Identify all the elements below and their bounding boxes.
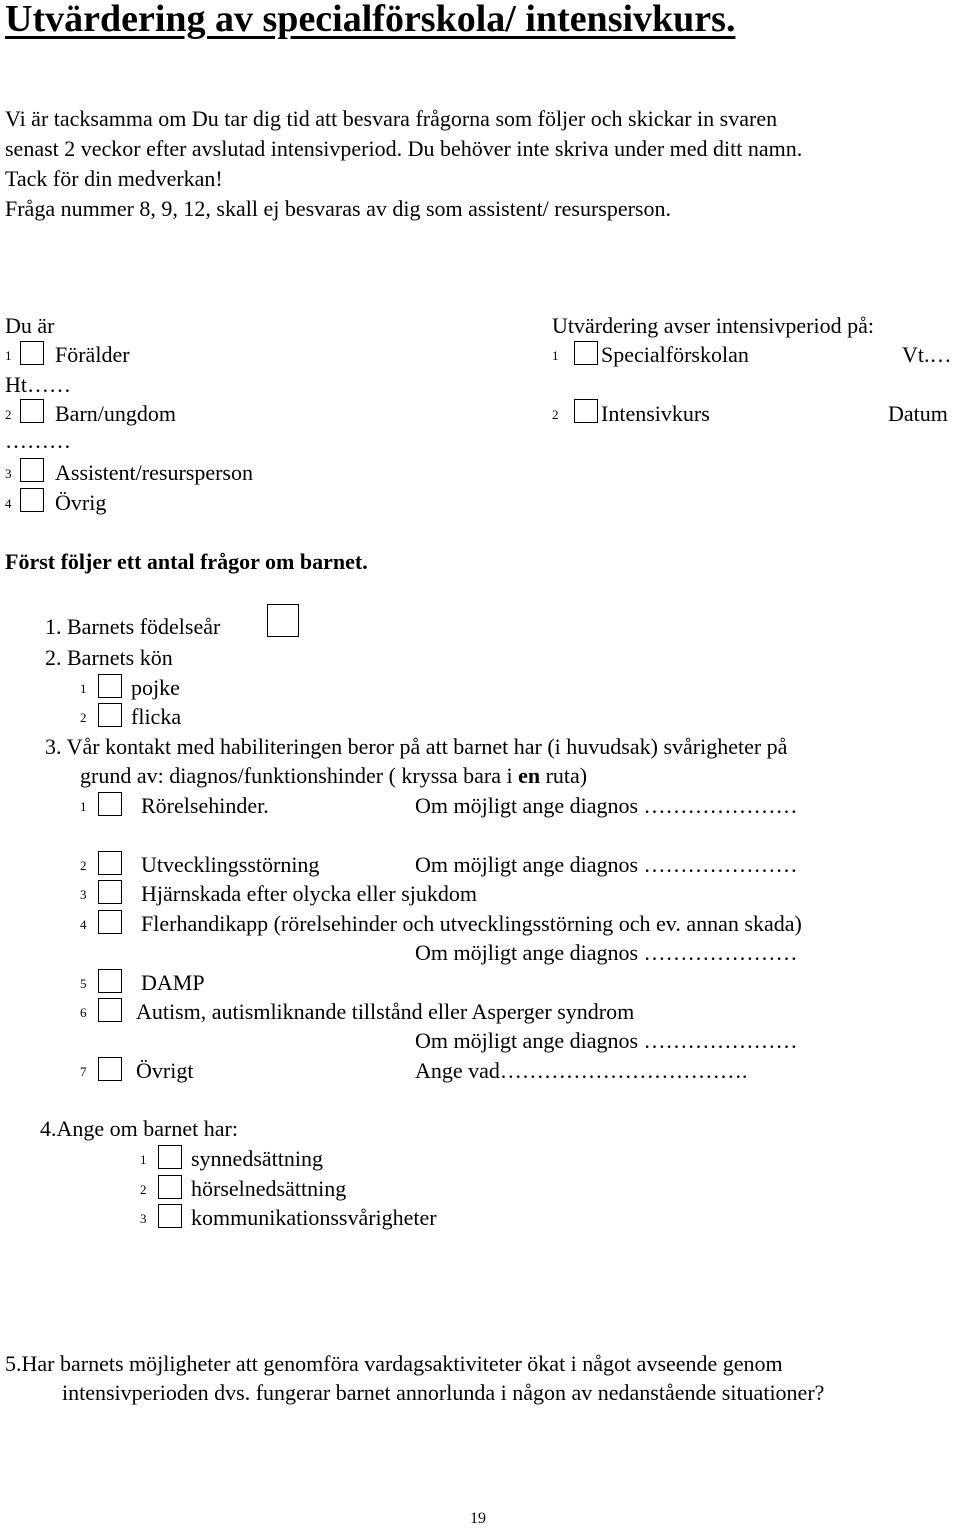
q3-option-1-number: 1 [80, 799, 87, 814]
q2-label: 2. Barnets kön [45, 645, 173, 670]
q4-option-2-number: 2 [140, 1182, 147, 1197]
q2-option-1-number: 1 [80, 681, 87, 696]
page-title: Utvärdering av specialförskola/ intensivkurs. [5, 0, 736, 40]
role-heading: Du är [5, 313, 55, 338]
q3-line-1: 3. Vår kontakt med habiliteringen beror på att barnet har (i huvudsak) svårigheter på [45, 734, 788, 759]
q5-line-2: intensivperioden dvs. fungerar barnet annorlunda i någon av nedanstående situationer? [62, 1380, 825, 1405]
role-option-3-label: Assistent/resursperson [55, 460, 253, 485]
q3-option-5-label: DAMP [141, 970, 205, 995]
q3-option-6-diagnos: Om möjligt ange diagnos ………………… [415, 1028, 798, 1053]
q4-option-3-number: 3 [140, 1211, 147, 1226]
q5-line-1: 5.Har barnets möjligheter att genomföra vardagsaktiviteter ökat i något avseende genom [5, 1351, 783, 1376]
q1-birthyear-box[interactable] [267, 604, 299, 637]
q3-option-4-checkbox[interactable] [98, 910, 122, 934]
role-dots: ……… [5, 428, 71, 453]
role-option-3-number: 3 [5, 466, 12, 481]
role-option-1-checkbox[interactable] [20, 341, 44, 365]
role-option-1-number: 1 [5, 348, 12, 363]
q2-option-1-checkbox[interactable] [98, 674, 122, 698]
period-option-2-number: 2 [552, 407, 559, 422]
q3-line-2-emphasis: en [518, 763, 541, 788]
q3-option-1-label: Rörelsehinder. [141, 793, 269, 818]
q3-option-7-ange-vad: Ange vad……………………………. [415, 1058, 748, 1083]
q3-line-2-c: ruta) [540, 763, 588, 788]
q3-option-2-checkbox[interactable] [98, 851, 122, 875]
q4-option-3-label: kommunikationssvårigheter [191, 1205, 437, 1230]
q3-option-7-label: Övrigt [136, 1058, 194, 1083]
q4-label: 4.Ange om barnet har: [40, 1116, 238, 1141]
q4-option-1-number: 1 [140, 1152, 147, 1167]
q3-line-2-a: grund av: diagnos/funktionshinder ( kryssa bara i [80, 763, 519, 788]
period-option-1-number: 1 [552, 348, 559, 363]
q3-option-7-number: 7 [80, 1064, 87, 1079]
role-option-2-number: 2 [5, 407, 12, 422]
role-option-4-checkbox[interactable] [20, 488, 44, 512]
q3-option-2-label: Utvecklingsstörning [141, 852, 320, 877]
q3-option-1-checkbox[interactable] [98, 792, 122, 816]
page-number: 19 [470, 1510, 486, 1527]
intro-line-1: Vi är tacksamma om Du tar dig tid att besvara frågorna som följer och skickar in svaren [5, 106, 778, 131]
q4-option-2-checkbox[interactable] [158, 1175, 182, 1199]
intro-line-2: senast 2 veckor efter avslutad intensivperiod. Du behöver inte skriva under med ditt namn. [5, 136, 803, 161]
q3-line-2 [80, 765, 587, 787]
q2-option-2-number: 2 [80, 710, 87, 725]
q4-option-3-checkbox[interactable] [158, 1204, 182, 1228]
q4-option-1-checkbox[interactable] [158, 1145, 182, 1169]
period-option-2-label: Intensivkurs [601, 401, 710, 426]
q4-option-1-label: synnedsättning [191, 1146, 323, 1171]
role-option-4-label: Övrig [55, 490, 107, 515]
period-option-1-label: Specialförskolan [601, 342, 749, 367]
period-option-2-checkbox[interactable] [574, 399, 598, 423]
q3-option-6-label: Autism, autismliknande tillstånd eller Asperger syndrom [136, 999, 635, 1024]
section-heading: Först följer ett antal frågor om barnet. [5, 549, 368, 574]
q3-option-1-diagnos: Om möjligt ange diagnos ………………… [415, 793, 798, 818]
q2-option-2-label: flicka [131, 704, 182, 729]
q3-option-5-number: 5 [80, 976, 87, 991]
role-option-4-number: 4 [5, 496, 12, 511]
role-option-3-checkbox[interactable] [20, 458, 44, 482]
period-option-1-checkbox[interactable] [574, 341, 598, 365]
intro-line-4: Fråga nummer 8, 9, 12, skall ej besvaras av dig som assistent/ resursperson. [5, 196, 671, 221]
q3-option-6-number: 6 [80, 1005, 87, 1020]
role-option-1-label: Förälder [55, 342, 130, 367]
q2-option-1-label: pojke [131, 675, 180, 700]
q4-option-2-label: hörselnedsättning [191, 1176, 347, 1201]
period-heading: Utvärdering avser intensivperiod på: [552, 313, 874, 338]
q3-option-7-checkbox[interactable] [98, 1057, 122, 1081]
role-option-2-checkbox[interactable] [20, 399, 44, 423]
role-ht: Ht…… [5, 372, 71, 397]
q3-option-2-number: 2 [80, 858, 87, 873]
period-option-2-extra: Datum [888, 401, 948, 426]
q3-option-4-number: 4 [80, 917, 87, 932]
role-option-2-label: Barn/ungdom [55, 401, 176, 426]
q3-option-6-checkbox[interactable] [98, 998, 122, 1022]
q1-label: 1. Barnets födelseår [45, 614, 221, 639]
period-option-1-extra: Vt.… [902, 342, 952, 367]
q3-option-4-diagnos: Om möjligt ange diagnos ………………… [415, 940, 798, 965]
q3-option-5-checkbox[interactable] [98, 969, 122, 993]
q3-option-3-checkbox[interactable] [98, 880, 122, 904]
q3-option-2-diagnos: Om möjligt ange diagnos ………………… [415, 852, 798, 877]
q2-option-2-checkbox[interactable] [98, 703, 122, 727]
q3-option-3-number: 3 [80, 887, 87, 902]
q3-option-4-label: Flerhandikapp (rörelsehinder och utvecklingsstörning och ev. annan skada) [141, 911, 802, 936]
intro-line-3: Tack för din medverkan! [5, 166, 223, 191]
q3-option-3-label: Hjärnskada efter olycka eller sjukdom [141, 881, 477, 906]
